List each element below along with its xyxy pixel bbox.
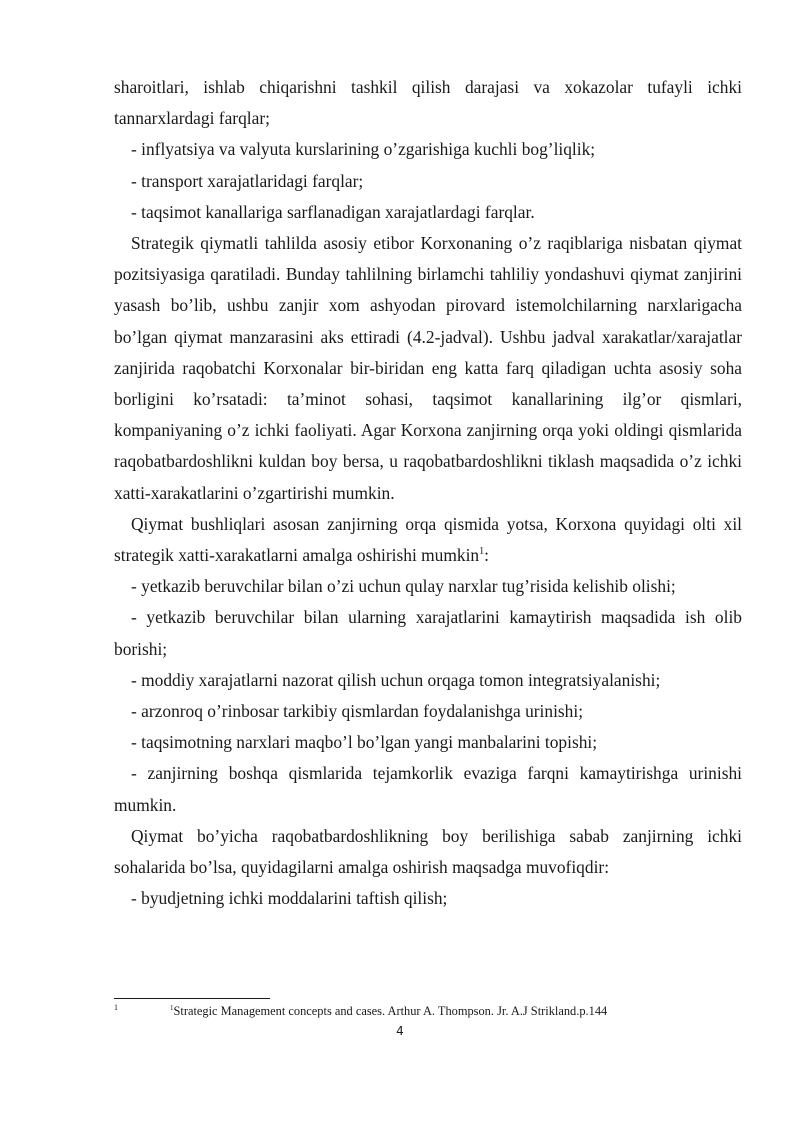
footnote-text: Strategic Management concepts and cases. Arthur A. Thompson. Jr. A.J Strikland.p.144 — [173, 1004, 608, 1018]
list-item-inflation: - inflyatsiya va valyuta kurslarining o’zgarishiga kuchli bog’liqlik; — [131, 139, 596, 160]
footnote-separator — [114, 998, 270, 999]
footnote: 1 $^1$Strategic Management concepts and cases. Arthur A. Thompson. Jr. A.J Strikland.p.144 — [114, 1002, 608, 1018]
list-item-supplier-prices: - yetkazib beruvchilar bilan o’zi uchun qulay narxlar tug’risida kelishib olishi; — [131, 576, 676, 597]
paragraph-internal-causes: Qiymat bo’yicha raqobatbardoshlikning boy berilishiga sabab zanjirning ichki sohalarida bo’lsa, quyidagilarni amalga oshirish maqsadga muvofiqdir: — [114, 825, 742, 878]
list-item-distribution: - taqsimot kanallariga sarflanadigan xarajatlardagi farqlar. — [131, 201, 535, 222]
list-item-backward-integration: - moddiy xarajatlarni nazorat qilish uchun orqaga tomon integratsiyalanishi; — [131, 669, 661, 690]
list-item-new-sources: - taqsimotning narxlari maqbo’l bo’lgan yangi manbalarini topishi; — [131, 732, 598, 753]
list-item-substitutes: - arzonroq o’rinbosar tarkibiy qismlardan foydalanishga urinishi; — [131, 701, 584, 722]
paragraph-value-analysis: Strategik qiymatli tahlilda asosiy etibor Korxonaning o’z raqiblariga nisbatan qiymat pozitsiyasiga qaratiladi. Bunday tahlilning birlamchi tahliliy yondashuvi qiymat zanjirini yasash bo’lib, ushbu zanjir xom ashyodan pirovard istemolchilarning narxlarigacha bo’lgan qiymat manzarasini aks ettiradi (4.2-jadval). Ushbu jadval xarakatlar/xarajatlar zanjirida raqobatchi Korxonalar bir-biridan eng katta farq qiladigan uchta asosiy soha borligini ko’rsatadi: ta’minot sohasi, taqsimot kanallarining ilg’or qismlari, kompaniyaning o’z ichki faoliyati. Agar Korxona zanjirning orqa yoki oldingi qismlarida raqobatbardoshlikni kuldan boy bersa, u raqobatbardoshlikni tiklash maqsadida o’z ichki xatti-xarakatlarini o’zgartirishi mumkin. — [114, 233, 742, 503]
paragraph-value-gaps — [114, 509, 742, 571]
footnote-inline-mark: 1 — [170, 1003, 174, 1012]
paragraph-value-gaps-text: Qiymat bushliqlari asosan zanjirning orqa qismida yotsa, Korxona quyidagi olti xil strategik xatti-xarakatlarni amalga oshirishi mumkin — [114, 513, 742, 566]
list-item-budget-audit: - byudjetning ichki moddalarini taftish qilish; — [131, 888, 448, 909]
footnote-reference[interactable]: 1 — [479, 546, 485, 558]
paragraph-continuation: sharoitlari, ishlab chiqarishni tashkil qilish darajasi va xokazolar tufayli ichki tannarxlardagi farqlar; — [114, 77, 742, 129]
list-item-supplier-costs: - yetkazib beruvchilar bilan ularning xarajatlarini kamaytirish maqsadida ish olib borishi; — [114, 607, 742, 659]
page-number: 4 — [396, 1024, 404, 1038]
document-body — [114, 72, 742, 914]
list-item-cost-savings: - zanjirning boshqa qismlarida tejamkorlik evaziga farqni kamaytirishga urinishi mumkin. — [114, 763, 742, 815]
list-item-transport: - transport xarajatlaridagi farqlar; — [131, 170, 364, 191]
paragraph-value-gaps-tail: : — [484, 545, 489, 566]
